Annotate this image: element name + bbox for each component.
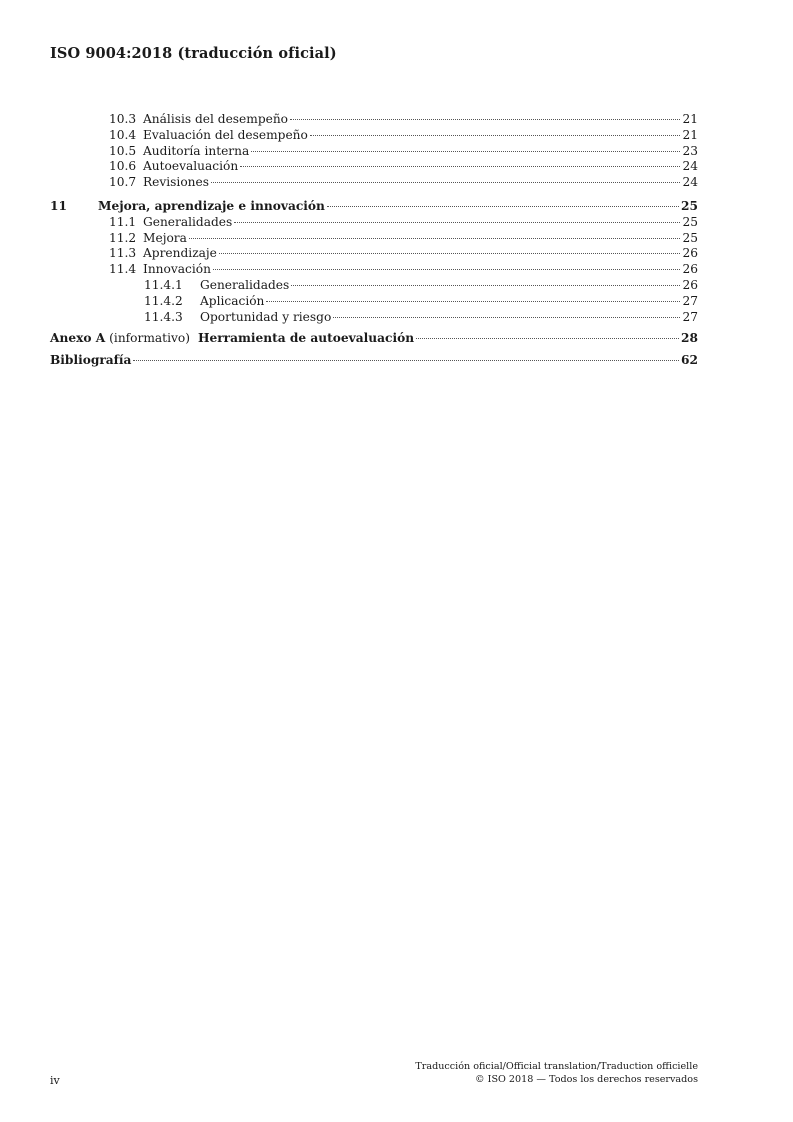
dot-leader [234,222,680,223]
dot-leader [251,151,680,152]
annex-title: Herramienta de autoevaluación [197,331,415,346]
toc-entry-11-4-3[interactable] [50,310,698,326]
toc-entry-annex-a[interactable] [50,331,698,347]
translation-notice: Traducción oficial/Official translation/Traduction officielle [415,1061,698,1072]
toc-entry-10-3[interactable] [50,112,698,128]
dot-leader [416,338,679,339]
dot-leader [219,253,681,254]
toc-entry-title: Oportunidad y riesgo [200,309,332,324]
toc-entry-number: 11.4 [109,262,137,277]
toc-entry-page: 62 [681,353,698,368]
toc-entry-bibliography[interactable] [50,353,698,369]
toc-entry-10-6[interactable] [50,159,698,175]
footer-notice [415,1061,698,1086]
toc-entry-11-4[interactable] [50,262,698,278]
toc-entry-number: 11.4.3 [144,309,183,324]
toc-entry-page: 26 [682,262,698,277]
toc-entry-number: 10.3 [109,112,137,126]
toc-entry-page: 27 [682,309,698,324]
toc-entry-11-4-1[interactable] [50,278,698,294]
toc-entry-11-3[interactable] [50,246,698,262]
toc-entry-title: Mejora [143,230,187,245]
dot-leader [133,360,679,361]
toc-entry-page: 24 [682,175,698,190]
page-number: iv [50,1074,60,1087]
toc-entry-title: Auditoría interna [143,143,250,158]
toc-entry-10-7[interactable] [50,175,698,191]
toc-entry-number: 11.1 [109,214,137,229]
dot-leader [310,135,681,136]
toc-entry-number: 11.3 [109,246,137,261]
toc-entry-page: 21 [682,127,698,142]
toc-entry-10-5[interactable] [50,144,698,160]
annex-note: (informativo) [109,331,190,346]
toc-entry-number: 11.4.1 [144,277,183,292]
dot-leader [240,166,680,167]
dot-leader [189,238,681,239]
toc-entry-11-4-2[interactable] [50,294,698,310]
copyright-notice: © ISO 2018 — Todos los derechos reservados [475,1073,698,1085]
toc-entry-number: 11.4.2 [144,293,183,308]
table-of-contents [50,112,698,369]
toc-entry-title: Bibliografía [50,353,132,368]
toc-entry-number: 10.6 [109,159,137,174]
toc-entry-11-2[interactable] [50,231,698,247]
dot-leader [213,269,681,270]
toc-entry-number: 10.7 [109,175,137,190]
toc-entry-page: 25 [682,214,698,229]
toc-entry-page: 25 [682,230,698,245]
toc-entry-number: 10.5 [109,143,137,158]
dot-leader [291,285,680,286]
toc-entry-page: 24 [682,159,698,174]
toc-entry-title: Generalidades [200,277,290,292]
toc-entry-11[interactable] [50,199,698,215]
dot-leader [290,119,680,120]
dot-leader [333,317,680,318]
toc-entry-page: 27 [682,293,698,308]
toc-entry-title: Evaluación del desempeño [143,127,308,142]
toc-entry-title: Análisis del desempeño [143,112,289,126]
toc-entry-11-1[interactable] [50,215,698,231]
toc-entry-title: Autoevaluación [143,159,239,174]
toc-entry-page: 21 [682,112,698,126]
toc-entry-title: Aprendizaje [143,246,217,261]
toc-entry-title: Revisiones [143,175,209,190]
toc-entry-page: 28 [681,331,698,346]
dot-leader [327,206,679,207]
toc-entry-title: Mejora, aprendizaje e innovación [98,198,325,213]
toc-entry-number: 11.2 [109,230,137,245]
toc-entry-title: Aplicación [200,293,265,308]
toc-entry-10-4[interactable] [50,128,698,144]
toc-entry-title: Innovación [143,262,211,277]
toc-entry-number: 11 [50,198,67,213]
dot-leader [266,301,680,302]
toc-entry-title: Generalidades [143,214,233,229]
annex-label: Anexo A [50,331,106,346]
toc-entry-page: 26 [682,246,698,261]
toc-entry-number: 10.4 [109,127,137,142]
toc-entry-page: 25 [681,198,698,213]
document-header: ISO 9004:2018 (traducción oficial) [50,45,337,62]
dot-leader [211,182,681,183]
toc-entry-page: 26 [682,277,698,292]
toc-entry-page: 23 [682,143,698,158]
